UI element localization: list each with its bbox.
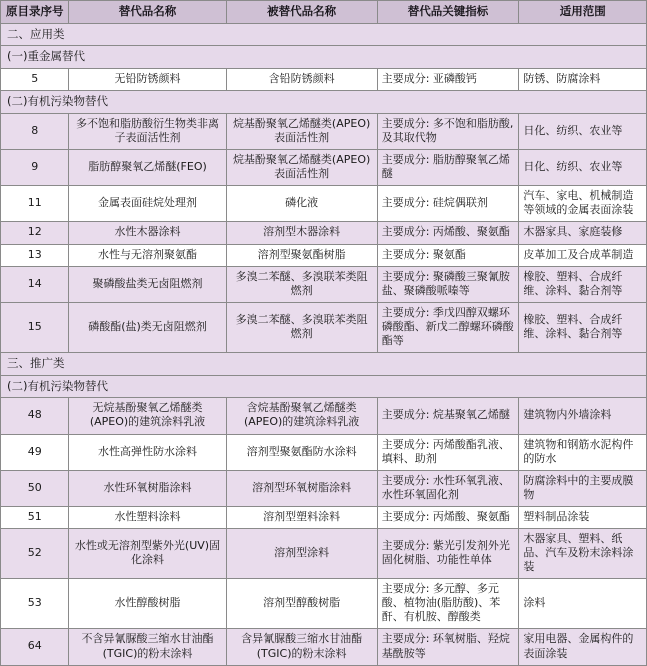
cell-replaced-name: 烷基酚聚氧乙烯醚类(APEO)表面活性剂 xyxy=(226,150,377,186)
cell-key-indicator: 主要成分: 丙烯酸酯乳液、填料、助剂 xyxy=(377,434,519,470)
cell-substitute-name: 多不饱和脂肪酸衍生物类非离子表面活性剂 xyxy=(69,113,226,149)
cell-scope: 日化、纺织、农业等 xyxy=(519,113,647,149)
cell-substitute-name: 磷酸酯(盐)类无卤阻燃剂 xyxy=(69,302,226,352)
cell-index: 50 xyxy=(1,470,69,506)
cell-replaced-name: 含铅防锈颜料 xyxy=(226,69,377,91)
table-row xyxy=(1,186,647,222)
cell-key-indicator: 主要成分: 多不饱和脂肪酸, 及其取代物 xyxy=(377,113,519,149)
cell-key-indicator: 主要成分: 季戊四醇双螺环磷酸酯、新戊二醇螺环磷酸酯等 xyxy=(377,302,519,352)
cell-key-indicator: 主要成分: 环氧树脂、羟烷基酰胺等 xyxy=(377,629,519,665)
cell-replaced-name: 溶剂型聚氨酯树脂 xyxy=(226,244,377,266)
table-row xyxy=(1,150,647,186)
table-section-row xyxy=(1,375,647,398)
cell-index: 5 xyxy=(1,69,69,91)
cell-substitute-name: 聚磷酸盐类无卤阻燃剂 xyxy=(69,266,226,302)
cell-replaced-name: 烷基酚聚氧乙烯醚类(APEO)表面活性剂 xyxy=(226,113,377,149)
cell-index: 9 xyxy=(1,150,69,186)
cell-index: 52 xyxy=(1,528,69,578)
table-row xyxy=(1,222,647,244)
cell-key-indicator: 主要成分: 脂肪醇聚氧乙烯醚 xyxy=(377,150,519,186)
cell-index: 49 xyxy=(1,434,69,470)
cell-scope: 皮革加工及合成革制造 xyxy=(519,244,647,266)
cell-scope: 木器家具、塑料、纸品、汽车及粉末涂料涂装 xyxy=(519,528,647,578)
cell-key-indicator: 主要成分: 聚磷酸三聚氰胺盐、聚磷酸哌嗪等 xyxy=(377,266,519,302)
table-row xyxy=(1,579,647,629)
cell-index: 64 xyxy=(1,629,69,665)
section-label: 二、应用类 xyxy=(1,23,647,46)
cell-replaced-name: 多溴二苯醚、多溴联苯类阻燃剂 xyxy=(226,266,377,302)
cell-index: 12 xyxy=(1,222,69,244)
column-header-key-indicator: 替代品关键指标 xyxy=(377,1,519,24)
cell-key-indicator: 主要成分: 水性环氧乳液、水性环氧固化剂 xyxy=(377,470,519,506)
cell-substitute-name: 水性塑料涂料 xyxy=(69,506,226,528)
table-row xyxy=(1,398,647,434)
cell-scope: 汽车、家电、机械制造等领域的金属表面涂装 xyxy=(519,186,647,222)
table-row xyxy=(1,506,647,528)
cell-replaced-name: 多溴二苯醚、多溴联苯类阻燃剂 xyxy=(226,302,377,352)
cell-substitute-name: 水性高弹性防水涂料 xyxy=(69,434,226,470)
cell-index: 11 xyxy=(1,186,69,222)
cell-key-indicator: 主要成分: 多元醇、多元酸、植物油(脂肪酸)、苯酐、有机胺、醇酸类 xyxy=(377,579,519,629)
cell-key-indicator: 主要成分: 丙烯酸、聚氨酯 xyxy=(377,222,519,244)
cell-key-indicator: 主要成分: 硅烷偶联剂 xyxy=(377,186,519,222)
cell-substitute-name: 水性或无溶剂型紫外光(UV)固化涂料 xyxy=(69,528,226,578)
cell-replaced-name: 溶剂型塑料涂料 xyxy=(226,506,377,528)
cell-substitute-name: 无烷基酚聚氧乙烯醚类(APEO)的建筑涂料乳液 xyxy=(69,398,226,434)
cell-index: 53 xyxy=(1,579,69,629)
table-body xyxy=(1,23,647,665)
cell-replaced-name: 溶剂型醇酸树脂 xyxy=(226,579,377,629)
cell-index: 8 xyxy=(1,113,69,149)
table-row xyxy=(1,528,647,578)
column-header-scope: 适用范围 xyxy=(519,1,647,24)
section-label: (二)有机污染物替代 xyxy=(1,91,647,114)
cell-index: 51 xyxy=(1,506,69,528)
cell-key-indicator: 主要成分: 烷基聚氧乙烯醚 xyxy=(377,398,519,434)
cell-scope: 防锈、防腐涂料 xyxy=(519,69,647,91)
table-row xyxy=(1,113,647,149)
cell-key-indicator: 主要成分: 紫光引发剂外光固化树脂、功能性单体 xyxy=(377,528,519,578)
table-row xyxy=(1,434,647,470)
table-row xyxy=(1,302,647,352)
cell-replaced-name: 含异氰脲酸三缩水甘油酯(TGIC)的粉末涂料 xyxy=(226,629,377,665)
cell-replaced-name: 含烷基酚聚氧乙烯醚类(APEO)的建筑涂料乳液 xyxy=(226,398,377,434)
cell-scope: 塑料制品涂装 xyxy=(519,506,647,528)
cell-substitute-name: 金属表面硅烷处理剂 xyxy=(69,186,226,222)
table-row xyxy=(1,69,647,91)
cell-scope: 涂料 xyxy=(519,579,647,629)
section-label: (一)重金属替代 xyxy=(1,46,647,69)
cell-scope: 防腐涂料中的主要成膜物 xyxy=(519,470,647,506)
cell-index: 48 xyxy=(1,398,69,434)
cell-index: 15 xyxy=(1,302,69,352)
column-header-substitute-name: 替代品名称 xyxy=(69,1,226,24)
table-head xyxy=(1,1,647,24)
cell-replaced-name: 磷化液 xyxy=(226,186,377,222)
table-row xyxy=(1,244,647,266)
cell-scope: 橡胶、塑料、合成纤维、涂料、黏合剂等 xyxy=(519,302,647,352)
column-header-index: 原目录序号 xyxy=(1,1,69,24)
cell-scope: 日化、纺织、农业等 xyxy=(519,150,647,186)
cell-key-indicator: 主要成分: 聚氨酯 xyxy=(377,244,519,266)
cell-key-indicator: 主要成分: 丙烯酸、聚氨酯 xyxy=(377,506,519,528)
cell-replaced-name: 溶剂型环氧树脂涂料 xyxy=(226,470,377,506)
cell-substitute-name: 水性木器涂料 xyxy=(69,222,226,244)
table-section-row xyxy=(1,352,647,375)
cell-key-indicator: 主要成分: 亚磷酸钙 xyxy=(377,69,519,91)
cell-substitute-name: 水性醇酸树脂 xyxy=(69,579,226,629)
cell-substitute-name: 水性与无溶剂聚氨酯 xyxy=(69,244,226,266)
cell-scope: 木器家具、家庭装修 xyxy=(519,222,647,244)
table-section-row xyxy=(1,91,647,114)
cell-scope: 橡胶、塑料、合成纤维、涂料、黏合剂等 xyxy=(519,266,647,302)
cell-index: 14 xyxy=(1,266,69,302)
cell-replaced-name: 溶剂型聚氨酯防水涂料 xyxy=(226,434,377,470)
section-label: (二)有机污染物替代 xyxy=(1,375,647,398)
section-label: 三、推广类 xyxy=(1,352,647,375)
column-header-replaced-name: 被替代品名称 xyxy=(226,1,377,24)
cell-replaced-name: 溶剂型涂料 xyxy=(226,528,377,578)
cell-substitute-name: 无铅防锈颜料 xyxy=(69,69,226,91)
cell-substitute-name: 水性环氧树脂涂料 xyxy=(69,470,226,506)
table-header-row xyxy=(1,1,647,24)
table-row xyxy=(1,629,647,665)
cell-scope: 家用电器、金属构件的表面涂装 xyxy=(519,629,647,665)
cell-scope: 建筑物内外墙涂料 xyxy=(519,398,647,434)
cell-scope: 建筑物和钢筋水泥构件的防水 xyxy=(519,434,647,470)
cell-substitute-name: 脂肪醇聚氧乙烯醚(FEO) xyxy=(69,150,226,186)
cell-substitute-name: 不含异氰脲酸三缩水甘油酯(TGIC)的粉末涂料 xyxy=(69,629,226,665)
table-row xyxy=(1,470,647,506)
table-section-row xyxy=(1,46,647,69)
table-row xyxy=(1,266,647,302)
cell-index: 13 xyxy=(1,244,69,266)
cell-replaced-name: 溶剂型木器涂料 xyxy=(226,222,377,244)
table-section-row xyxy=(1,23,647,46)
